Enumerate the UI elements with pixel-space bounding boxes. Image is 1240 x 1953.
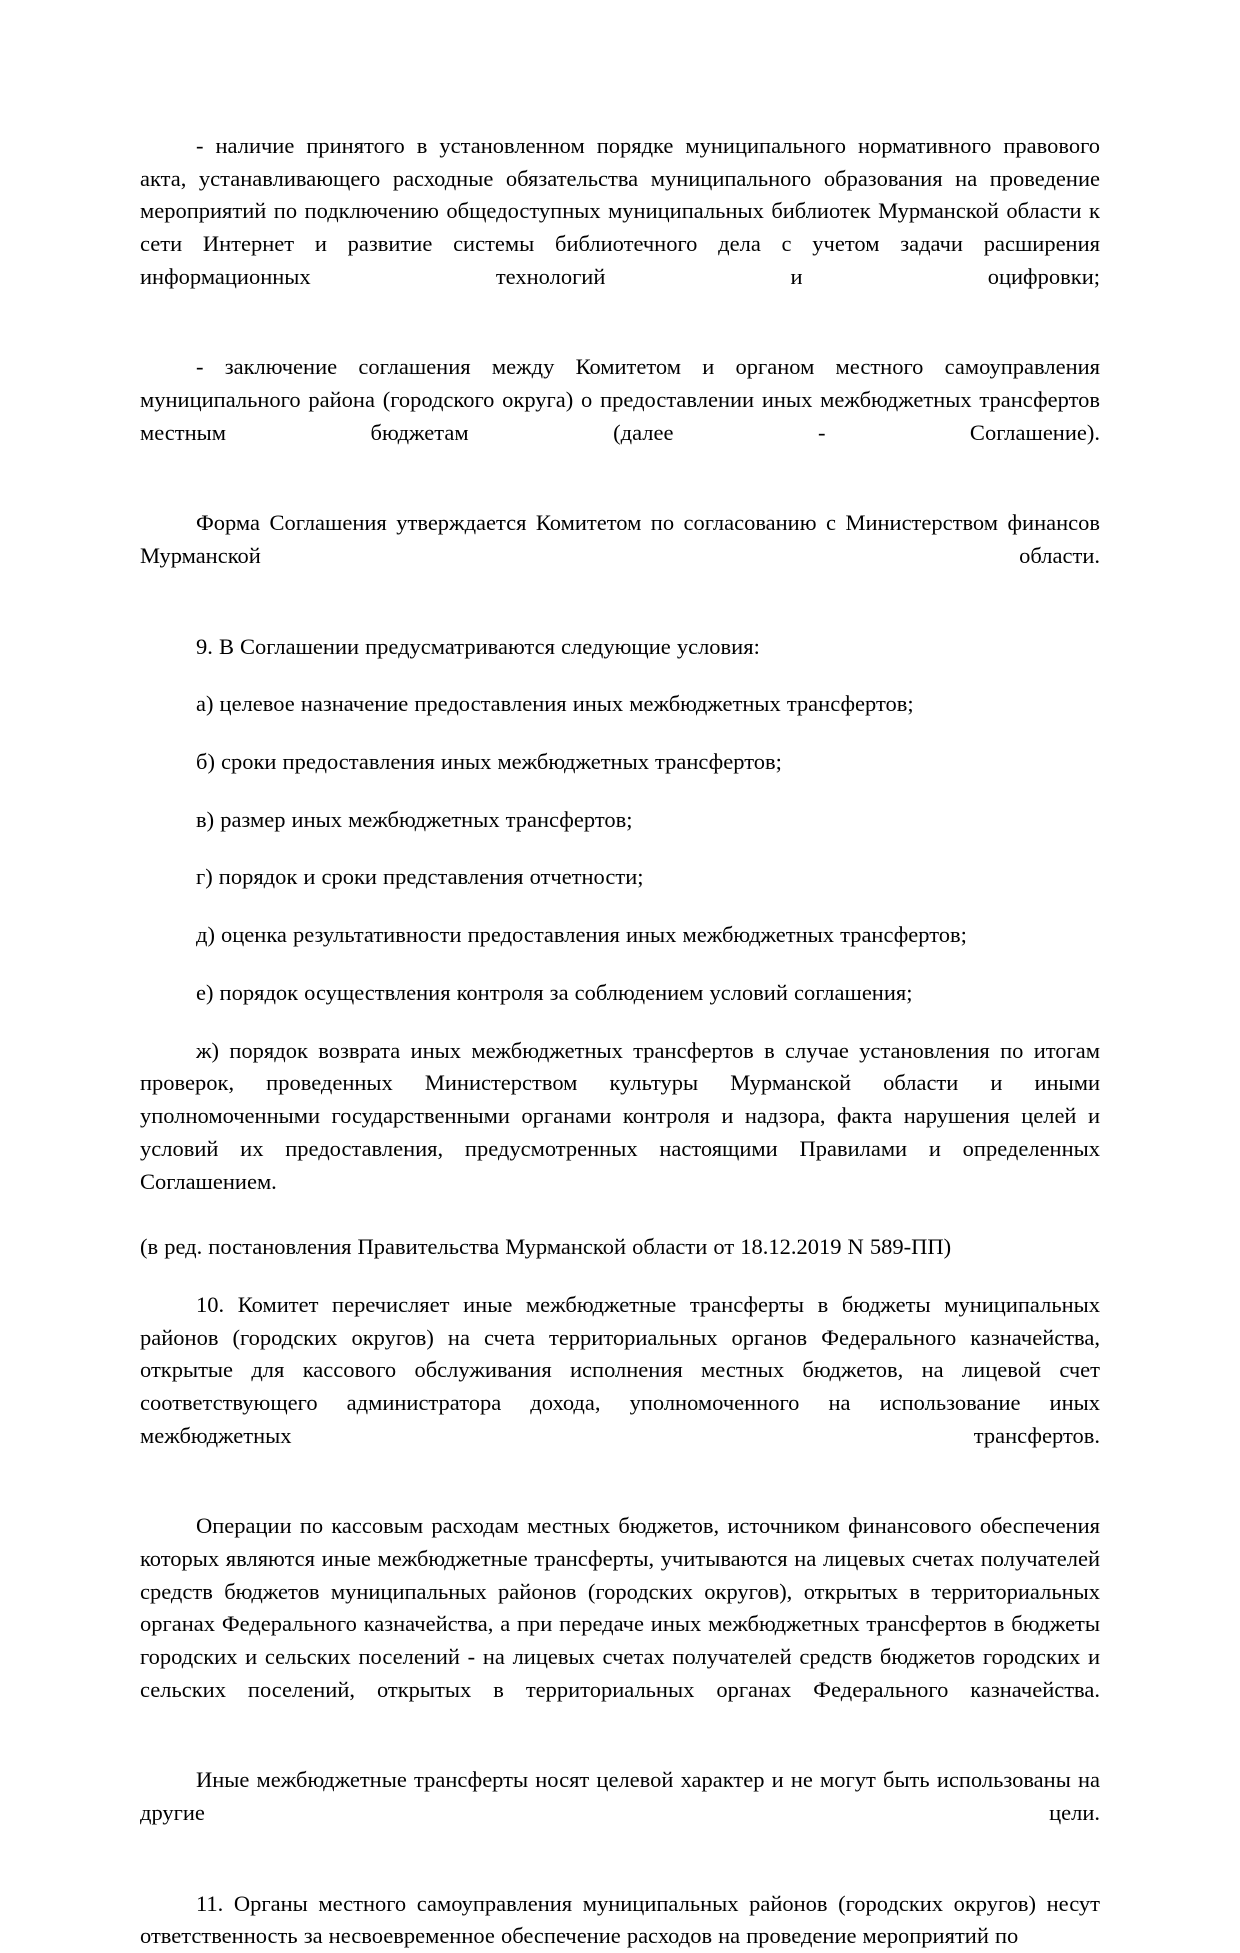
lettered-item-b: б) сроки предоставления иных межбюджетных трансфертов; xyxy=(196,749,782,775)
bullet-paragraph-municipal-act: - наличие принятого в установленном порядке муниципального нормативного правового акта, устанавливающего расходные обязательства муниципального образования на проведение мероприятий по подключению общедоступных муниципальных библиотек Мурманской области к сети Интернет и развитие системы библиотечного дела с учетом задачи расширения информационных технологий и оцифровки; xyxy=(140,133,1100,289)
amendment-note: (в ред. постановления Правительства Мурманской области от 18.12.2019 N 589-ПП) xyxy=(140,1234,952,1260)
paragraph-agreement-form: Форма Соглашения утверждается Комитетом по согласованию с Министерством финансов Мурманской области. xyxy=(140,510,1100,569)
lettered-item-e: е) порядок осуществления контроля за соблюдением условий соглашения; xyxy=(196,979,913,1005)
paragraph-item-10: 10. Комитет перечисляет иные межбюджетные трансферты в бюджеты муниципальных районов (городских округов) на счета территориальных органов Федерального казначейства, открытые для кассового обслуживания исполнения местных бюджетов, на лицевой счет соответствующего администратора дохода, уполномоченного на использование иных межбюджетных трансфертов. xyxy=(140,1291,1100,1448)
lettered-item-v: в) размер иных межбюджетных трансфертов; xyxy=(196,806,633,832)
paragraph-item-11: 11. Органы местного самоуправления муниципальных районов (городских округов) несут ответственность за несвоевременное обеспечение расходов на проведение мероприятий по xyxy=(140,1890,1100,1949)
paragraph-targeted-nature: Иные межбюджетные трансферты носят целевой характер и не могут быть использованы на другие цели. xyxy=(140,1767,1100,1826)
lettered-item-zh: ж) порядок возврата иных межбюджетных трансфертов в случае установления по итогам проверок, проведенных Министерством культуры Мурманской области и иными уполномоченными государственными органами контроля и надзора, факта нарушения целей и условий их предоставления, предусмотренных настоящими Правилами и определенных Соглашением. xyxy=(140,1037,1100,1194)
lettered-item-g: г) порядок и сроки представления отчетности; xyxy=(196,864,644,890)
lettered-item-d: д) оценка результативности предоставления иных межбюджетных трансфертов; xyxy=(196,922,967,948)
paragraph-item-9: 9. В Соглашении предусматриваются следующие условия: xyxy=(196,633,760,659)
paragraph-cash-operations: Операции по кассовым расходам местных бюджетов, источником финансового обеспечения которых являются иные межбюджетные трансферты, учитываются на лицевых счетах получателей средств бюджетов муниципальных районов (городских округов), открытых в территориальных органах Федерального казначейства, а при передаче иных межбюджетных трансфертов в бюджеты городских и сельских поселений - на лицевых счетах получателей средств бюджетов городских и сельских поселений, открытых в территориальных органах Федерального казначейства. xyxy=(140,1513,1100,1702)
lettered-item-a: а) целевое назначение предоставления иных межбюджетных трансфертов; xyxy=(196,691,914,717)
document-body xyxy=(140,130,1100,1953)
bullet-paragraph-agreement-conclusion: - заключение соглашения между Комитетом и органом местного самоуправления муниципального района (городского округа) о предоставлении иных межбюджетных трансфертов местным бюджетам (далее - Соглашение). xyxy=(140,354,1100,445)
